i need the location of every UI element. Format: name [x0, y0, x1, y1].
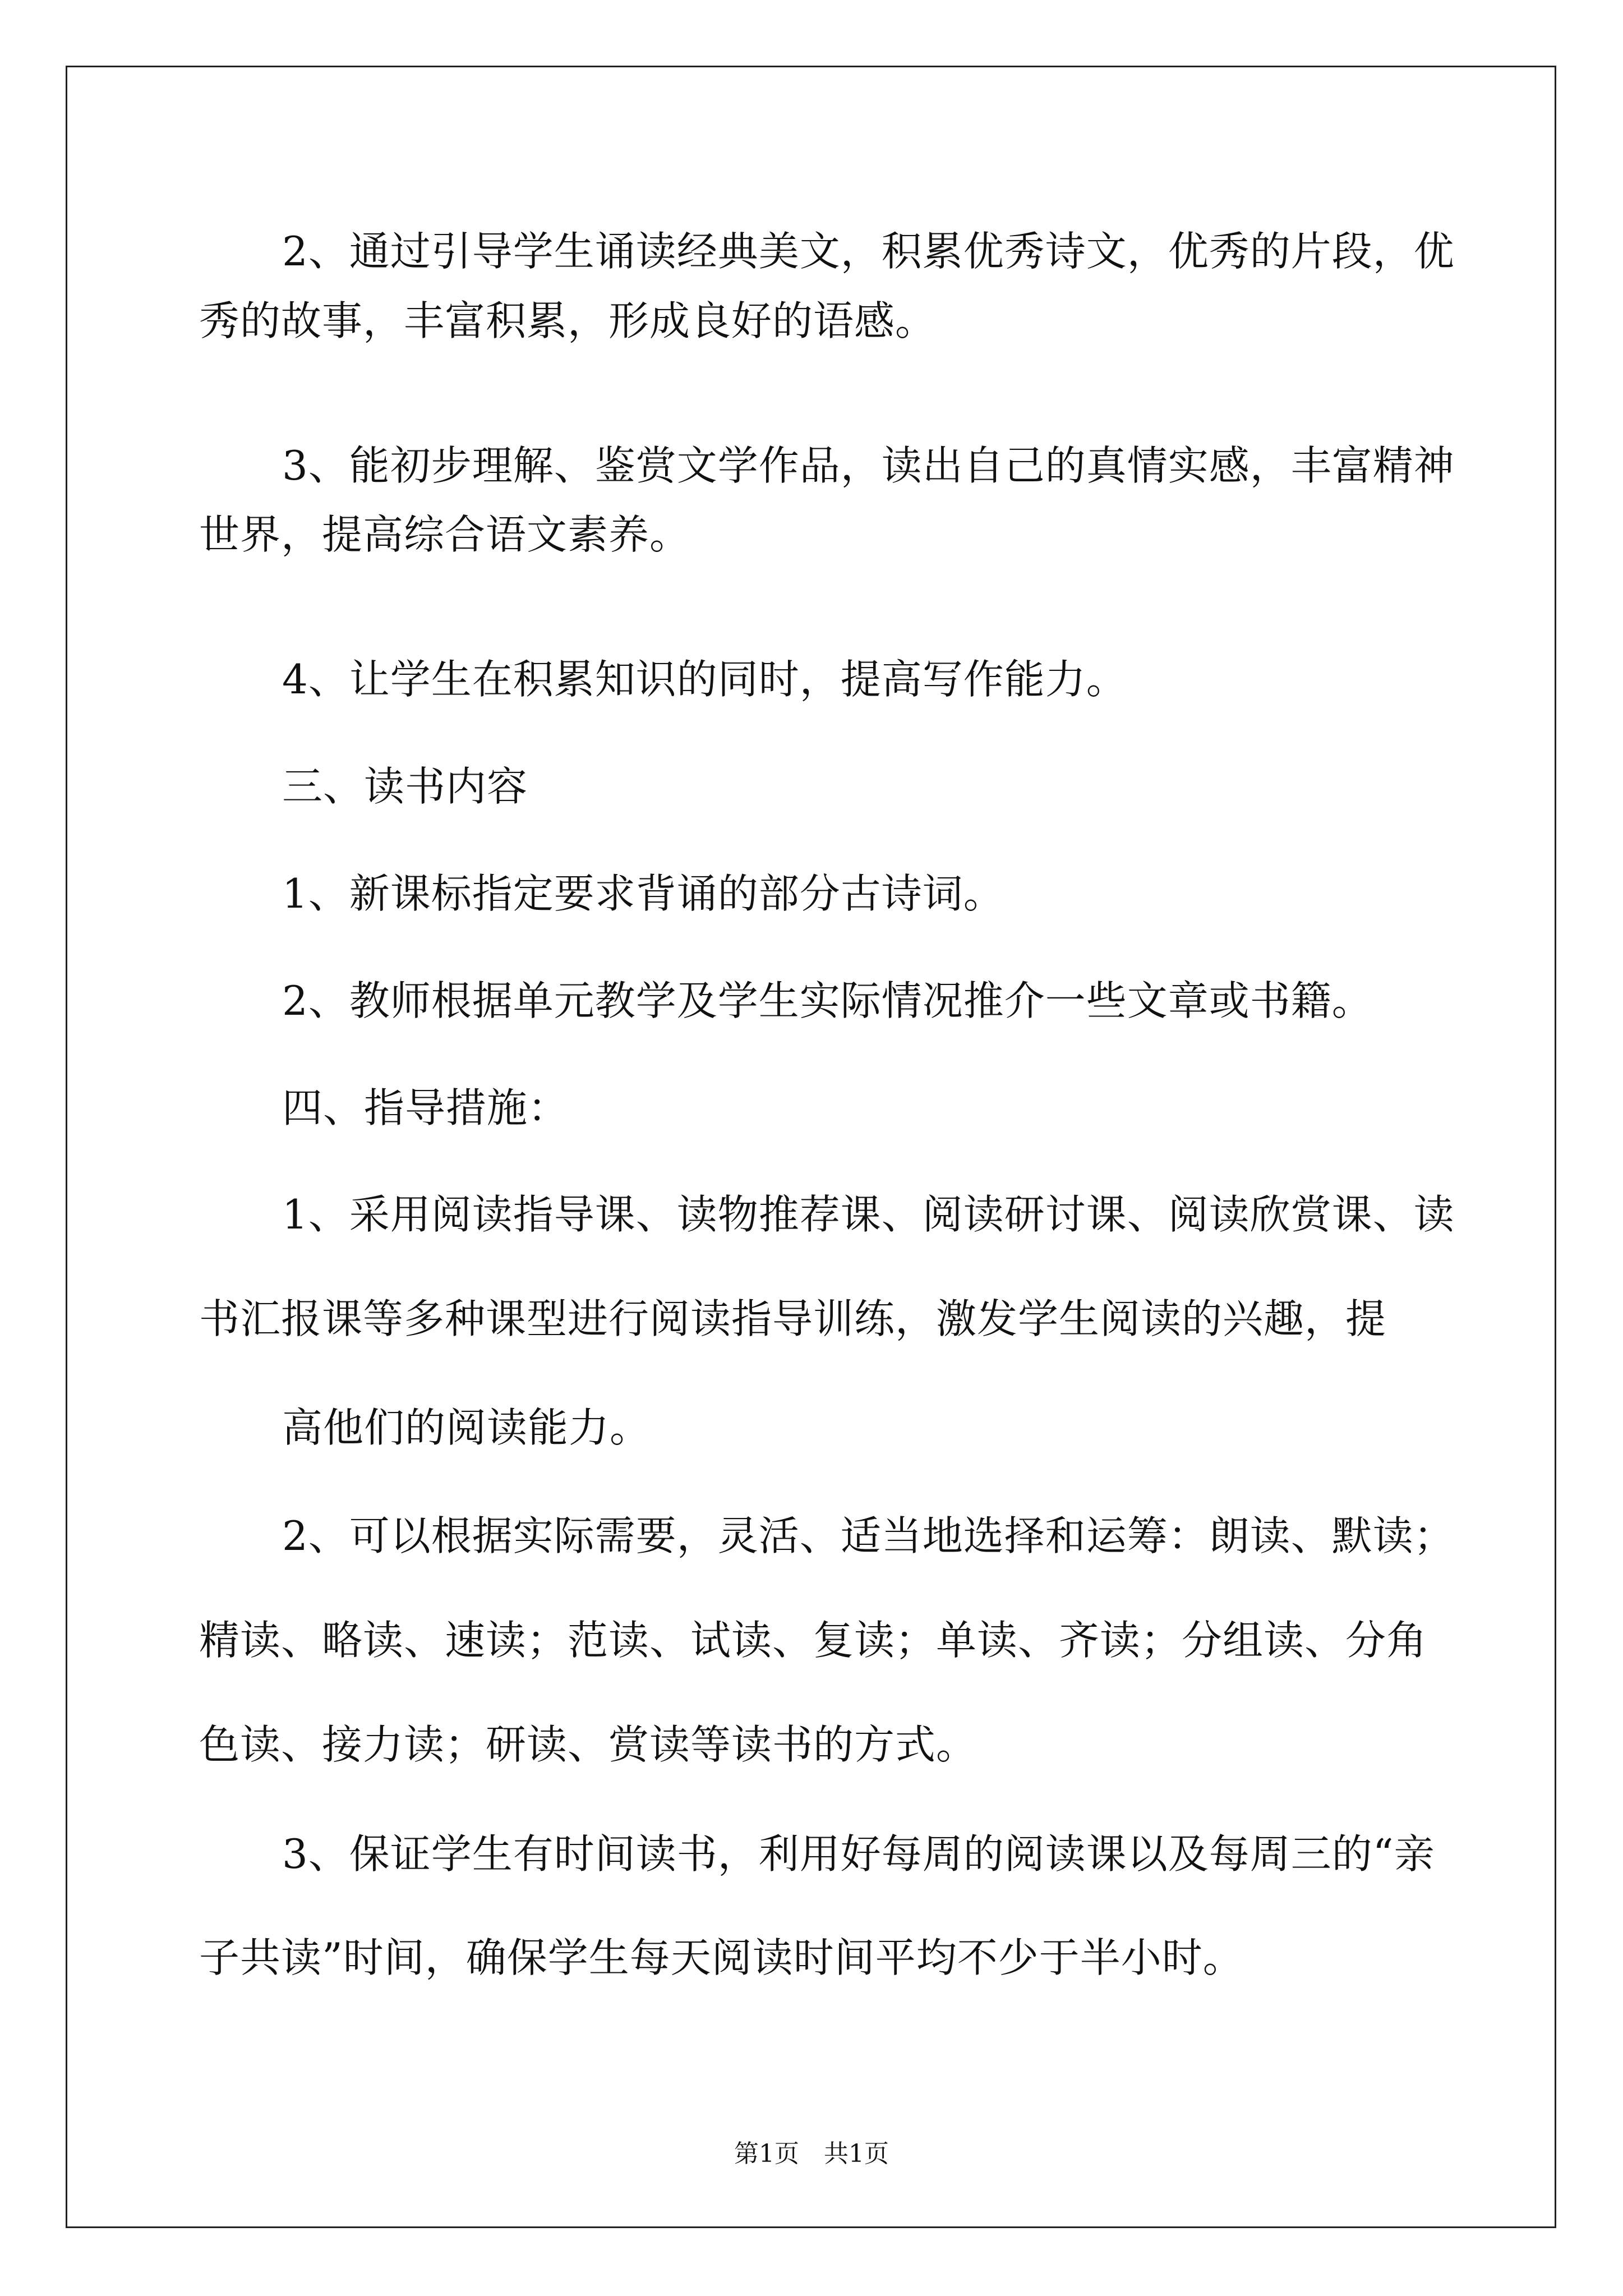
paragraph-line: 3、保证学生有时间读书，利用好每周的阅读课以及每周三的“亲: [282, 1830, 1435, 1878]
paragraph-line: 高他们的阅读能力。: [282, 1404, 651, 1451]
paragraph-line: 3、能初步理解、鉴赏文学作品，读出自己的真情实感，丰富精神: [282, 442, 1455, 489]
paragraph-line: 秀的故事，丰富积累，形成良好的语感。: [199, 297, 937, 344]
paragraph-line: 2、可以根据实际需要，灵活、适当地选择和运筹：朗读、默读；: [282, 1512, 1455, 1559]
paragraph-line: 精读、略读、速读；范读、试读、复读；单读、齐读；分组读、分角: [199, 1617, 1428, 1664]
paragraph-line: 世界，提高综合语文素养。: [199, 511, 691, 558]
paragraph-line: 书汇报课等多种课型进行阅读指导训练，激发学生阅读的兴趣，提: [199, 1295, 1387, 1342]
paragraph-line: 4、让学生在积累知识的同时，提高写作能力。: [282, 656, 1127, 703]
paragraph-line: 2、通过引导学生诵读经典美文，积累优秀诗文，优秀的片段，优: [282, 228, 1455, 275]
page-footer: 第1页 共1页: [734, 2139, 889, 2168]
paragraph-line: 色读、接力读；研读、赏读等读书的方式。: [199, 1721, 978, 1768]
page-border: [66, 66, 1556, 2228]
section-heading: 三、读书内容: [282, 763, 528, 810]
paragraph-line: 1、采用阅读指导课、读物推荐课、阅读研讨课、阅读欣赏课、读: [282, 1191, 1455, 1238]
paragraph-line: 1、新课标指定要求背诵的部分古诗词。: [282, 870, 1004, 917]
paragraph-line: 2、教师根据单元教学及学生实际情况推介一些文章或书籍。: [282, 977, 1373, 1024]
section-heading: 四、指导措施：: [282, 1084, 569, 1131]
paragraph-line: 子共读”时间，确保学生每天阅读时间平均不少于半小时。: [199, 1934, 1244, 1981]
